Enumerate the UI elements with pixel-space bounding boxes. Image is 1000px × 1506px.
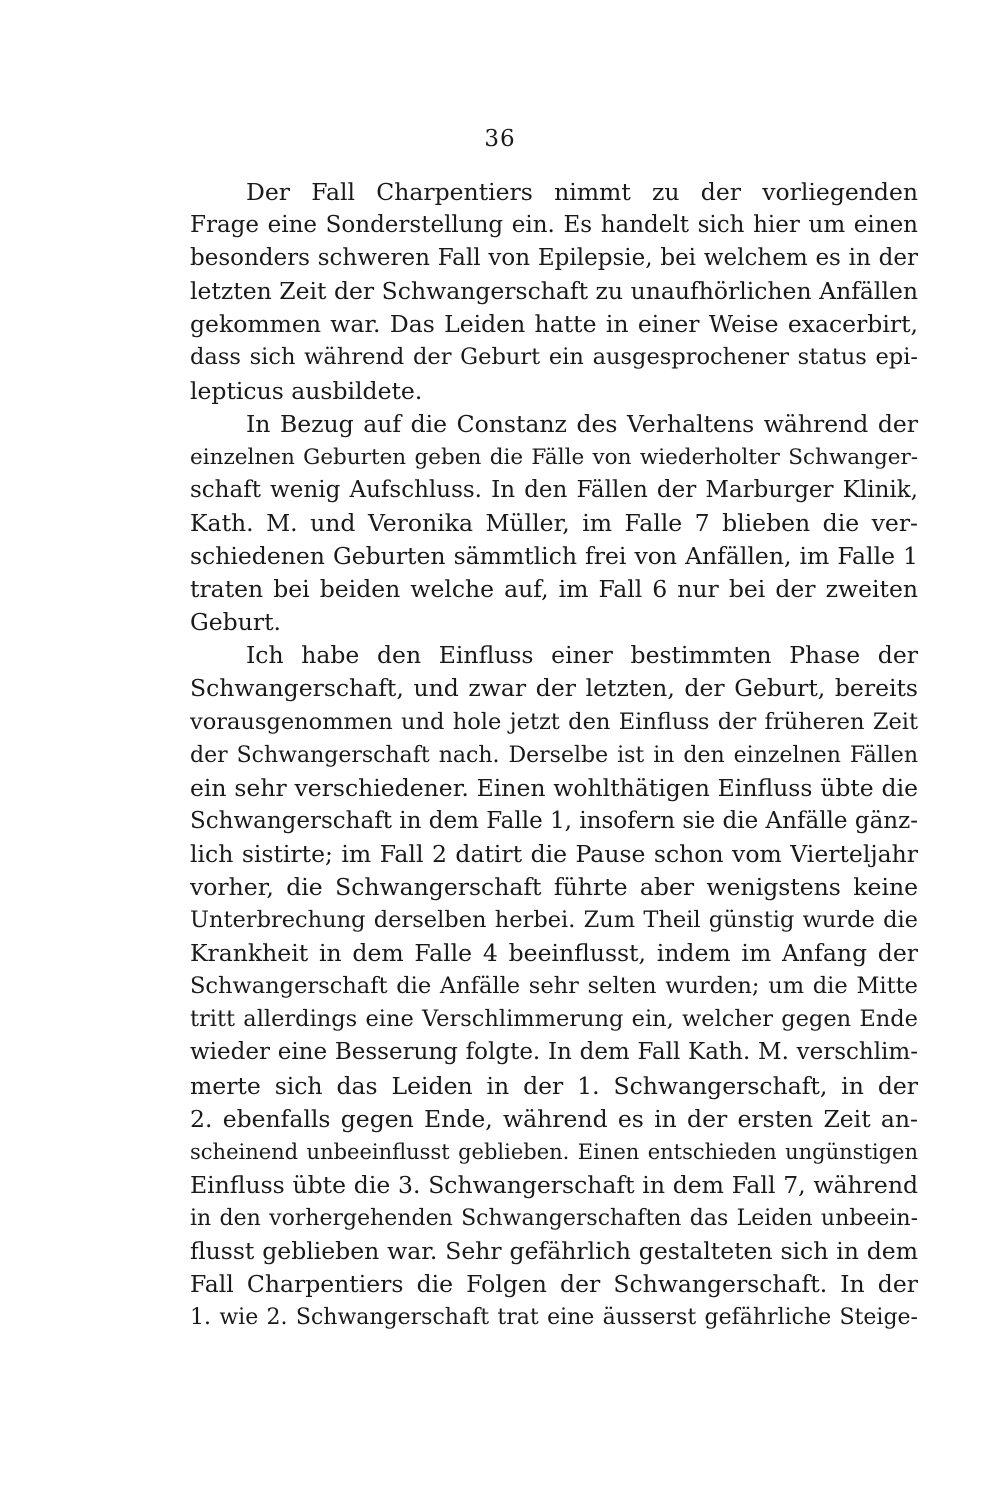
text-line: lepticus ausbildete.: [190, 376, 423, 405]
text-line: Der Fall Charpentiers nimmt zu der vorliegenden: [246, 178, 918, 206]
text-line: Einfluss übte die 3. Schwangerschaft in dem Fall 7, während: [190, 1170, 918, 1199]
text-line: vorher, die Schwangerschaft führte aber wenigstens keine: [190, 872, 918, 901]
text-line: Kath. M. und Veronika Müller, im Falle 7 blieben die ver-: [190, 508, 918, 537]
text-line: der Schwangerschaft nach. Derselbe ist in den einzelnen Fällen: [190, 742, 918, 768]
text-line: Schwangerschaft in dem Falle 1, insofern sie die Anfälle gänz-: [190, 807, 918, 834]
text-line: besonders schweren Fall von Epilepsie, bei welchem es in der: [190, 245, 918, 272]
text-line: In Bezug auf die Constanz des Verhaltens während der: [246, 409, 918, 438]
text-line: scheinend unbeeinflusst geblieben. Einen entschieden ungünstigen: [190, 1139, 918, 1164]
page-number: 36: [484, 126, 516, 152]
text-line: 1. wie 2. Schwangerschaft trat eine äusserst gefährliche Steige-: [190, 1305, 918, 1331]
text-line: Frage eine Sonderstellung ein. Es handelt sich hier um einen: [190, 212, 918, 239]
text-line: merte sich das Leiden in der 1. Schwangerschaft, in der: [190, 1071, 918, 1100]
text-line: einzelnen Geburten geben die Fälle von wiederholter Schwanger-: [190, 444, 918, 470]
text-line: Unterbrechung derselben herbei. Zum Theil günstig wurde die: [190, 907, 918, 934]
text-line: wieder eine Besserung folgte. In dem Fall Kath. M. verschlim-: [190, 1039, 918, 1066]
text-line: vorausgenommen und hole jetzt den Einfluss der früheren Zeit: [190, 708, 918, 735]
text-line: Ich habe den Einfluss einer bestimmten Phase der: [246, 641, 918, 670]
text-line: Schwangerschaft die Anfälle sehr selten wurden; um die Mitte: [190, 973, 918, 1000]
text-line: dass sich während der Geburt ein ausgesprochener status epi-: [190, 344, 918, 371]
text-line: 2. ebenfalls gegen Ende, während es in der ersten Zeit an-: [190, 1104, 918, 1133]
text-line: Fall Charpentiers die Folgen der Schwangerschaft. In der: [190, 1270, 918, 1299]
text-line: ein sehr verschiedener. Einen wohlthätigen Einfluss übte die: [190, 773, 918, 802]
text-line: traten bei beiden welche auf, im Fall 6 nur bei der zweiten: [190, 575, 918, 604]
text-line: Geburt.: [190, 608, 282, 637]
body-text: [190, 176, 918, 1334]
text-line: letzten Zeit der Schwangerschaft zu unaufhörlichen Anfällen: [190, 277, 918, 306]
text-line: tritt allerdings eine Verschlimmerung ein, welcher gegen Ende: [190, 1006, 918, 1033]
text-line: schiedenen Geburten sämmtlich frei von Anfällen, im Falle 1: [190, 542, 918, 571]
text-line: lich sistirte; im Fall 2 datirt die Pause schon vom Vierteljahr: [190, 839, 918, 868]
text-line: Krankheit in dem Falle 4 beeinflusst, indem im Anfang der: [190, 939, 918, 968]
text-line: Schwangerschaft, und zwar der letzten, der Geburt, bereits: [190, 674, 918, 703]
text-line: in den vorhergehenden Schwangerschaften das Leiden unbeein-: [190, 1205, 918, 1231]
text-line: gekommen war. Das Leiden hatte in einer Weise exacerbirt,: [190, 310, 918, 339]
text-line: flusst geblieben war. Sehr gefährlich gestalteten sich in dem: [190, 1237, 918, 1265]
text-line: schaft wenig Aufschluss. In den Fällen der Marburger Klinik,: [190, 476, 918, 503]
